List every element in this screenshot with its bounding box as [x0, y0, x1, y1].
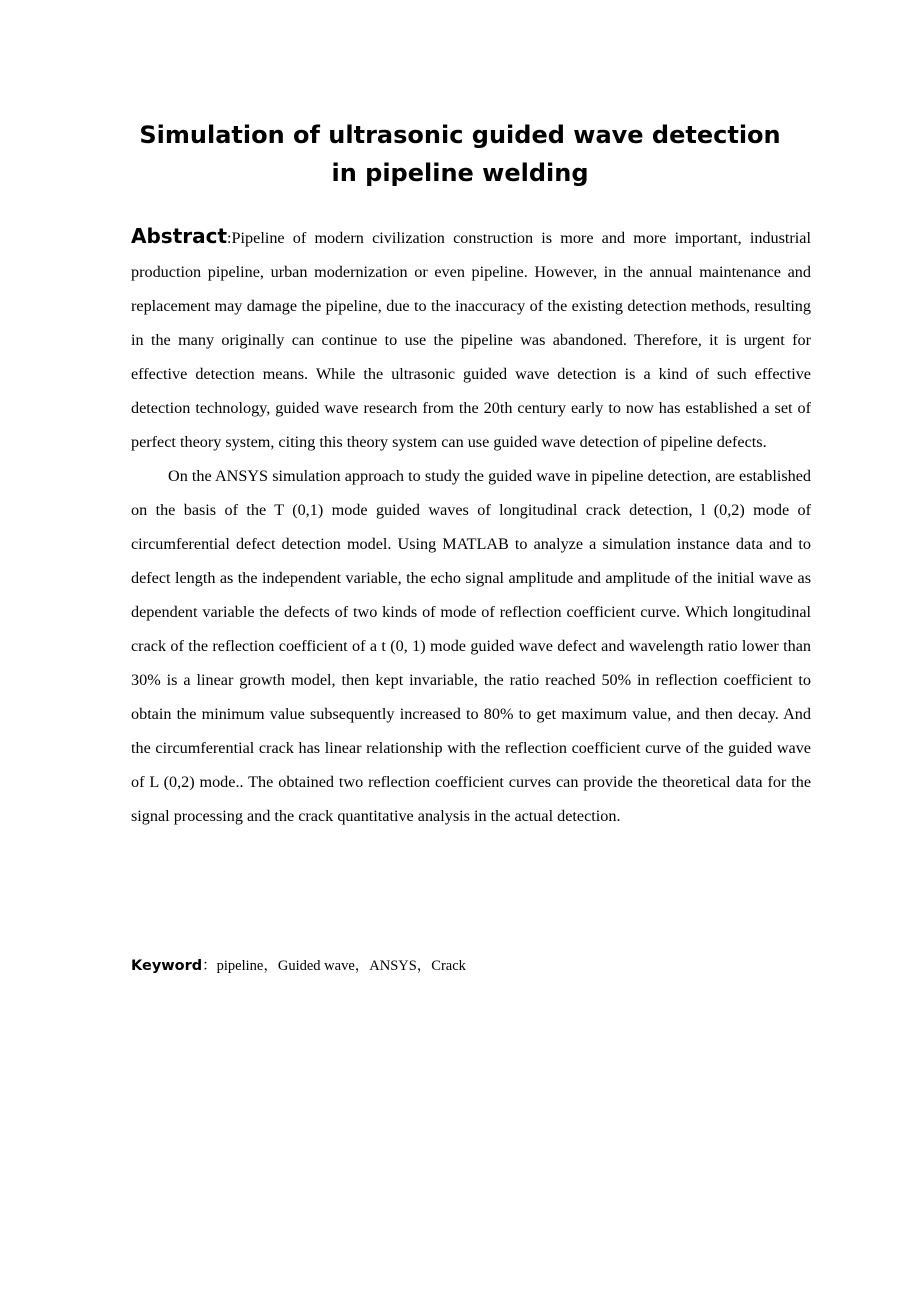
title-line-1: Simulation of ultrasonic guided wave detection [139, 121, 781, 149]
title-line-2: in pipeline welding [331, 159, 589, 187]
keyword-label: Keyword [131, 958, 203, 974]
abstract-section [131, 219, 811, 833]
abstract-paragraph-2: On the ANSYS simulation approach to study the guided wave in pipeline detection, are established on the basis of the T (0,1) mode guided waves of longitudinal crack detection, l (0,2) mode of circumferential defect detection model. Using MATLAB to analyze a simulation instance data and to defect length as the independent variable, the echo signal amplitude and amplitude of the initial wave as dependent variable the defects of two kinds of mode of reflection coefficient curve. Which longitudinal crack of the reflection coefficient of a t (0, 1) mode guided wave defect and wavelength ratio lower than 30% is a linear growth model, then kept invariable, the ratio reached 50% in reflection coefficient to obtain the minimum value subsequently increased to 80% to get maximum value, and then decay. And the circumferential crack has linear relationship with the reflection coefficient curve of the guided wave of L (0,2) mode.. The obtained two reflection coefficient curves can provide the theoretical data for the signal processing and the crack quantitative analysis in the actual detection. [131, 467, 811, 825]
abstract-paragraph-1-text: :Pipeline of modern civilization construction is more and more important, industrial production pipeline, urban modernization or even pipeline. However, in the annual maintenance and replacement may damage the pipeline, due to the inaccuracy of the existing detection methods, resulting in the many originally can continue to use the pipeline was abandoned. Therefore, it is urgent for effective detection means. While the ultrasonic guided wave detection is a kind of such effective detection technology, guided wave research from the 20th century early to now has established a set of perfect theory system, citing this theory system can use guided wave detection of pipeline defects. [131, 229, 811, 451]
paper-title [100, 116, 820, 192]
keyword-list: ：pipeline，Guided wave，ANSYS，Crack [202, 958, 466, 974]
abstract-paragraph-1 [131, 219, 811, 459]
abstract-label: Abstract [131, 224, 228, 248]
keywords-line [131, 954, 811, 978]
